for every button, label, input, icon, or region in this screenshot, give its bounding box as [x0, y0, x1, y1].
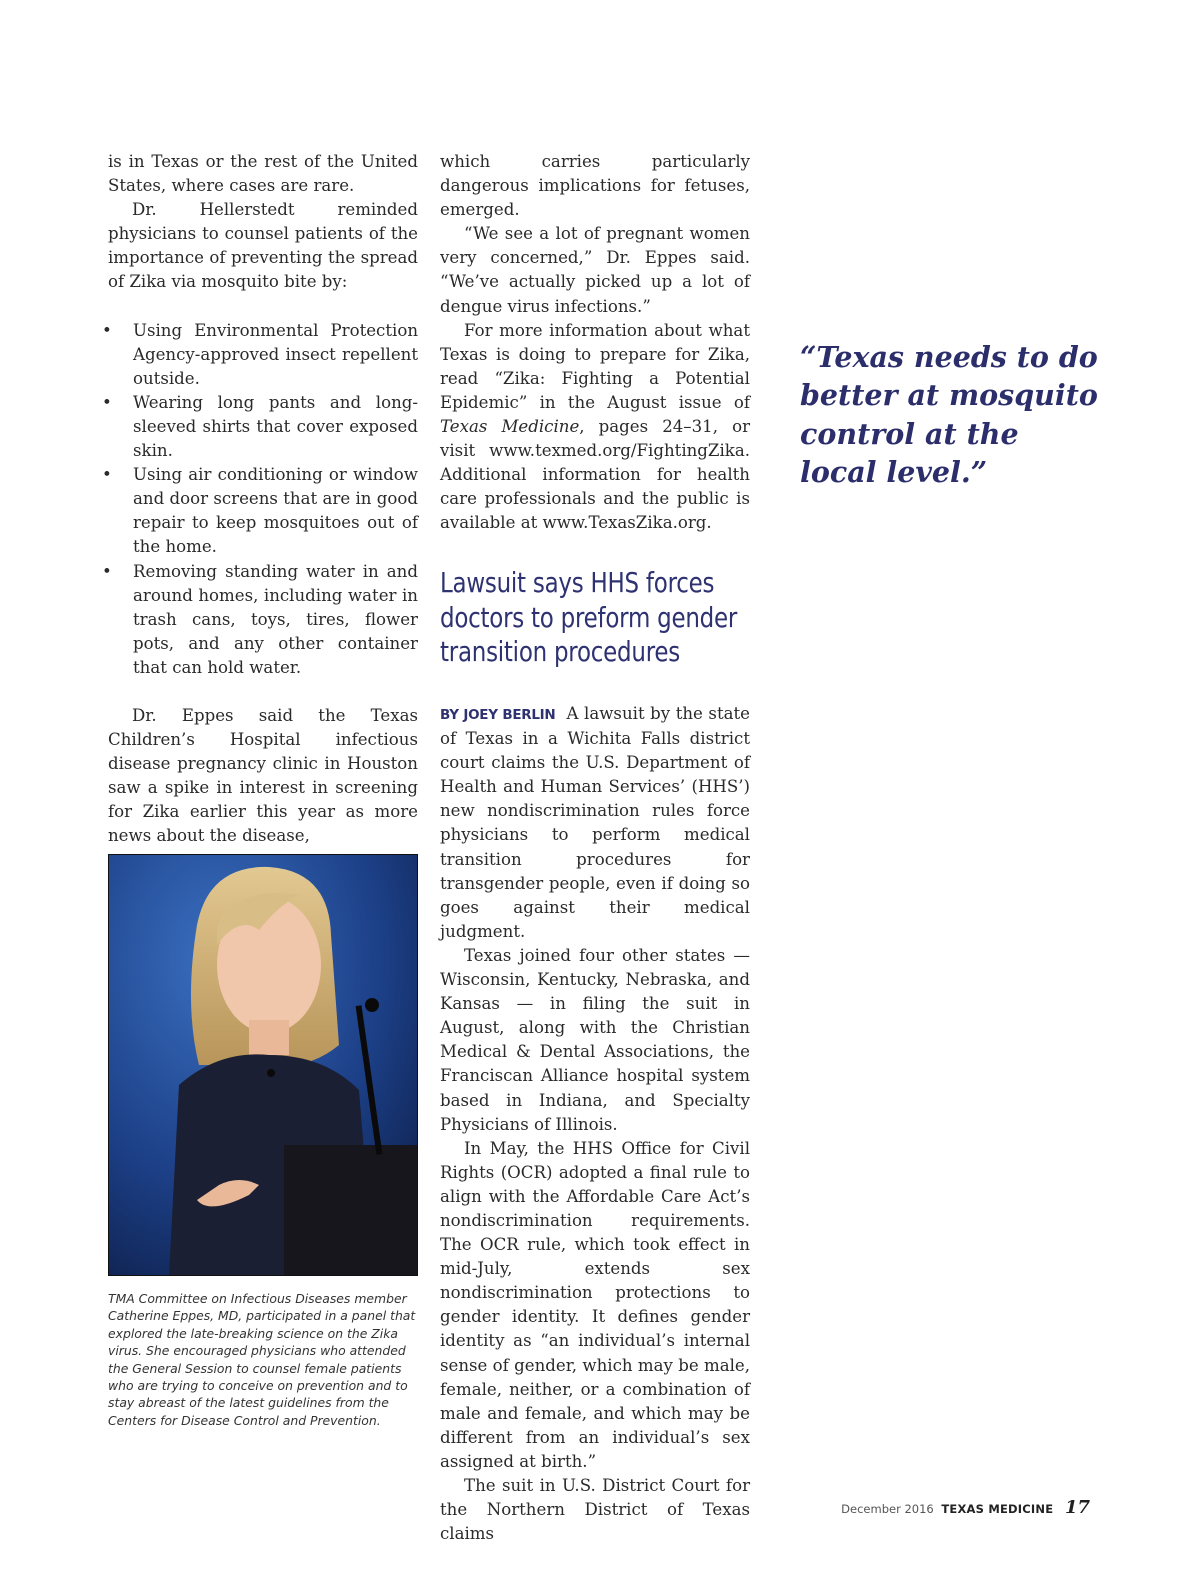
speaker-photo-illustration — [109, 855, 417, 1275]
bullet-icon: • — [102, 465, 112, 485]
pull-quote-line: “Texas needs to do — [800, 340, 1098, 374]
list-item: • Using Environmental Protection Agency-approved insect repellent outside. — [102, 320, 418, 388]
left-column — [102, 150, 418, 849]
article-paragraph-2: Texas joined four other states — Wisconsin, Kentucky, Nebraska, and Kansas — in filing the suit in August, along with the Christian Medical & Dental Associations, the Franciscan Alliance hospital system based in Indiana, and Specialty Physicians of Illinois. — [440, 945, 750, 1134]
byline: BY JOEY BERLIN — [440, 707, 556, 723]
article-headline — [440, 566, 738, 670]
photo-caption: TMA Committee on Infectious Diseases member Catherine Eppes, MD, participated in a panel that explored the late-breaking science on the Zika virus. She encouraged physicians who attended the General Session to counsel female patients who are trying to conceive on prevention and to stay abreast of the latest guidelines from the Centers for Disease Control and Prevention. — [108, 1291, 416, 1428]
magazine-name: TEXAS MEDICINE — [941, 1502, 1054, 1516]
pull-quote-line: better at mosquito — [800, 378, 1098, 413]
article-paragraph-4: The suit in U.S. District Court for the Northern District of Texas claims — [440, 1476, 750, 1544]
page-number: 17 — [1064, 1497, 1090, 1518]
col2-paragraph-1: which carries particularly dangerous implications for fetuses, emerged. — [440, 152, 750, 220]
list-item: • Wearing long pants and long-sleeved shirts that cover exposed skin. — [102, 392, 418, 461]
pull-quote-line: control at the — [800, 416, 1019, 451]
col1-paragraph-1: is in Texas or the rest of the United States, where cases are rare. — [108, 152, 418, 196]
prevention-bullet-list — [102, 319, 418, 680]
pull-quote — [800, 338, 1100, 491]
list-item: • Using air conditioning or window and door screens that are in good repair to keep mosquitoes out of the home. — [102, 465, 418, 557]
list-item: • Removing standing water in and around homes, including water in trash cans, toys, tires, flower pots, and any other container that can hold water. — [102, 561, 418, 677]
pull-quote-line: local level.” — [800, 454, 988, 489]
magazine-title: Texas Medicine — [440, 417, 580, 437]
article-paragraph-1: BY JOEY BERLIN A lawsuit by the state of Texas in a Wichita Falls district court claims the U.S. Department of Health and Human Services’ (HHS’) new nondiscrimination rules force physicians to perform medical transition procedures for transgender people, even if doing so goes against their medical judgment. — [440, 704, 750, 941]
issue-date: December 2016 — [841, 1502, 934, 1516]
article-paragraph-3: In May, the HHS Office for Civil Rights (OCR) adopted a final rule to align with the Affordable Care Act’s nondiscrimination requirements. The OCR rule, which took effect in mid-July, extends sex nondiscrimination protections to gender identity. It defines gender identity as “an individual’s internal sense of gender, which may be male, female, neither, or a combination of male and female, and which may be different from an individual’s sex assigned at birth.” — [440, 1138, 750, 1471]
article-body — [440, 702, 750, 1546]
middle-column — [440, 150, 750, 536]
bullet-icon: • — [102, 561, 112, 581]
col2-paragraph-3: For more information about what Texas is doing to prepare for Zika, read “Zika: Fighting a Potential Epidemic” in the August issue of Texas Medicine, pages 24–31, or visit www.texmed.org/FightingZika. Additional information for health care professionals and the public is available at www.TexasZika.org. — [440, 320, 750, 533]
bullet-icon: • — [102, 320, 112, 340]
headline-line: doctors to preform gender — [440, 600, 738, 634]
col1-paragraph-3: Dr. Eppes said the Texas Children’s Hospital infectious disease pregnancy clinic in Houston saw a spike in interest in screening for Zika earlier this year as more news about the disease, — [108, 705, 418, 846]
bullet-icon: • — [102, 392, 112, 412]
headline-line: transition procedures — [440, 635, 680, 668]
headline-line: Lawsuit says HHS forces — [440, 566, 715, 599]
col2-paragraph-2: “We see a lot of pregnant women very concerned,” Dr. Eppes said. “We’ve actually picked up a lot of dengue virus infections.” — [440, 224, 750, 316]
col1-paragraph-2: Dr. Hellerstedt reminded physicians to counsel patients of the importance of preventing the spread of Zika via mosquito bite by: — [108, 200, 418, 292]
page-footer — [841, 1497, 1090, 1518]
speaker-photo — [108, 854, 418, 1276]
